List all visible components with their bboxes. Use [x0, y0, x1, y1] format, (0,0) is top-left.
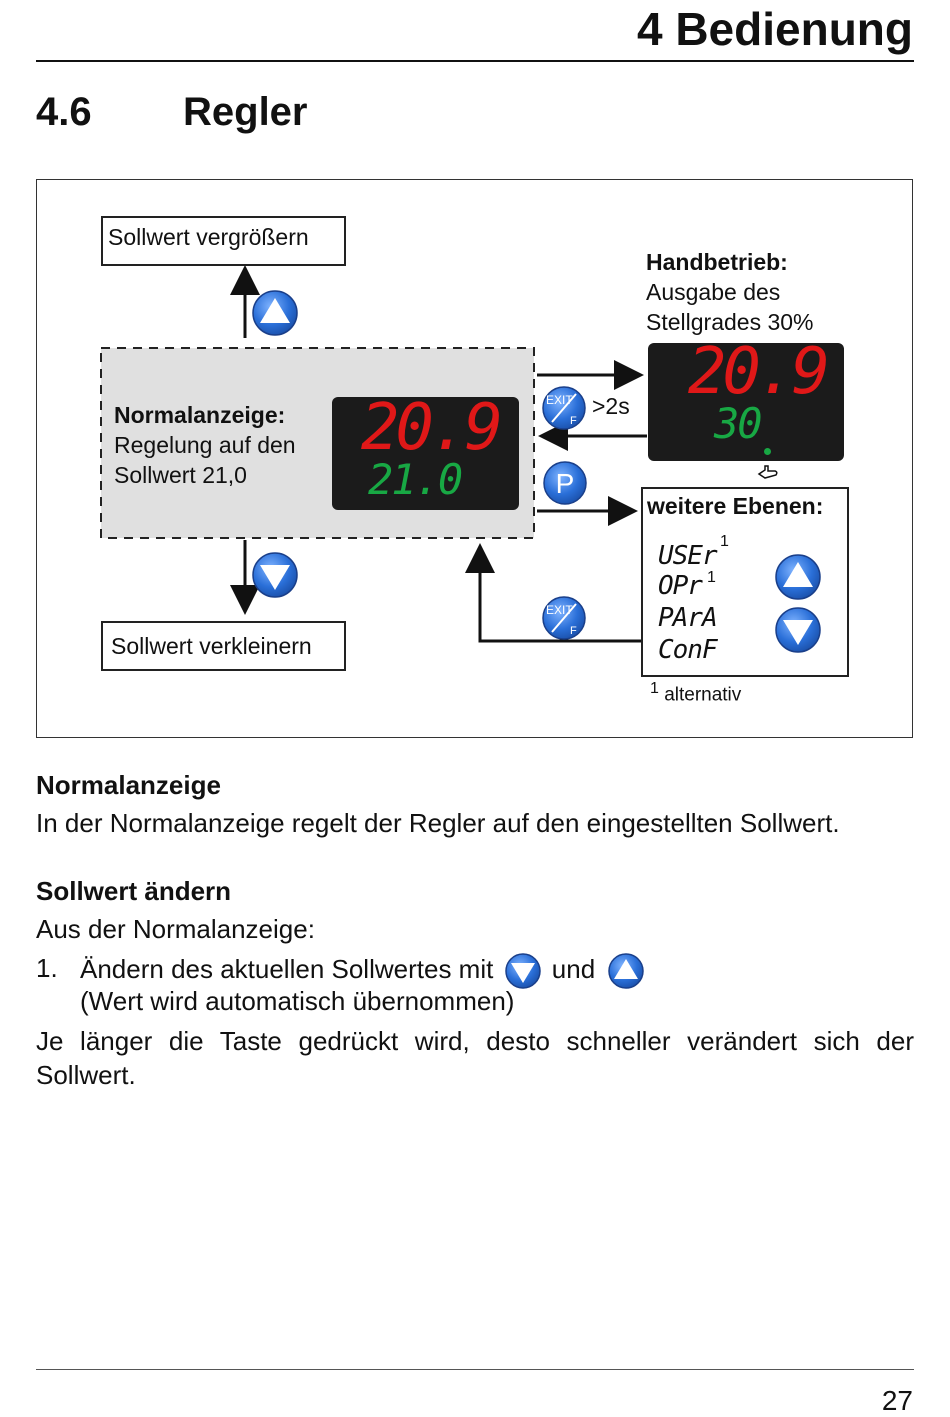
increase-setpoint-label: Sollwert vergrößern: [108, 224, 309, 250]
closing-paragraph: Je länger die Taste gedrückt wird, desto schneller verändert sich der Sollwert.: [36, 1026, 914, 1090]
up-button-inline-icon: [608, 953, 644, 989]
manual-lcd-display: [648, 335, 844, 461]
footnote-text: alternativ: [664, 684, 742, 706]
manual-line2: Stellgrades 30%: [646, 309, 814, 335]
level-para: PArA: [658, 603, 717, 633]
down-button-inline-icon: [505, 953, 541, 989]
step-text-b: (Wert wird automatisch übernommen): [80, 986, 515, 1016]
levels-heading: weitere Ebenen:: [647, 493, 824, 519]
exit-button[interactable]: [542, 386, 586, 430]
controller-diagram: [36, 179, 913, 738]
level-conf: ConF: [658, 635, 717, 665]
p-button-label: P: [555, 468, 575, 499]
manual-heading: Handbetrieb:: [646, 249, 788, 275]
footer-rule: [36, 1369, 914, 1370]
up-arrow-button[interactable]: [252, 290, 298, 336]
exit-button-label: EXIT: [546, 393, 573, 407]
normal-line1: Regelung auf den: [114, 432, 296, 458]
step-number: 1.: [36, 953, 58, 983]
page-number: 27: [881, 1385, 913, 1416]
decrease-setpoint-box: [101, 621, 346, 671]
change-setpoint-intro: Aus der Normalanzeige:: [36, 914, 315, 944]
footnote: [650, 680, 741, 706]
footnote-number: 1: [650, 680, 659, 697]
hold-time-label: >2s: [592, 393, 630, 419]
normal-display-text: In der Normalanzeige regelt der Regler auf den eingestellten Sollwert.: [36, 808, 840, 838]
level-user: USEr: [658, 541, 717, 571]
normal-display-heading: Normalanzeige: [36, 770, 221, 800]
p-button[interactable]: [543, 461, 587, 505]
levels-down-button[interactable]: [775, 607, 821, 653]
manual-lcd-output-value: 30: [714, 399, 761, 448]
lcd-process-value: 20.9: [360, 391, 499, 465]
exit-button-return-sub: F: [570, 625, 577, 637]
further-levels-box: [641, 487, 849, 677]
decrease-setpoint-label: Sollwert verkleinern: [111, 633, 312, 659]
normal-display-description: [114, 400, 296, 490]
header-rule: [36, 60, 914, 62]
main-lcd-display: [332, 391, 519, 510]
normal-line2: Sollwert 21,0: [114, 462, 247, 488]
exit-button-sub: F: [570, 415, 577, 427]
change-setpoint-heading: Sollwert ändern: [36, 876, 232, 906]
manual-led-indicator: [764, 448, 771, 455]
increase-setpoint-box: [101, 216, 346, 266]
step-text-and: und: [551, 953, 596, 984]
levels-up-button[interactable]: [775, 554, 821, 600]
down-arrow-button[interactable]: [252, 552, 298, 598]
chapter-title: 4 Bedienung: [636, 3, 913, 55]
lcd-setpoint-value: 21.0: [368, 455, 462, 504]
section-title: Regler: [183, 90, 308, 134]
normal-heading: Normalanzeige:: [114, 402, 286, 428]
exit-button-return-label: EXIT: [546, 603, 573, 617]
manual-lcd-process-value: 20.9: [687, 335, 826, 409]
step-line: [80, 953, 644, 989]
step-text-a: Ändern des aktuellen Sollwertes mit: [80, 953, 494, 984]
level-opr-footnote: 1: [707, 569, 716, 586]
level-opr: OPr: [658, 571, 702, 601]
section-number: 4.6: [36, 90, 92, 134]
hand-icon: [757, 464, 779, 480]
exit-button-return[interactable]: [542, 596, 586, 640]
manual-line1: Ausgabe des: [646, 279, 781, 305]
level-user-footnote: 1: [720, 533, 729, 550]
manual-mode-description: [646, 247, 814, 337]
